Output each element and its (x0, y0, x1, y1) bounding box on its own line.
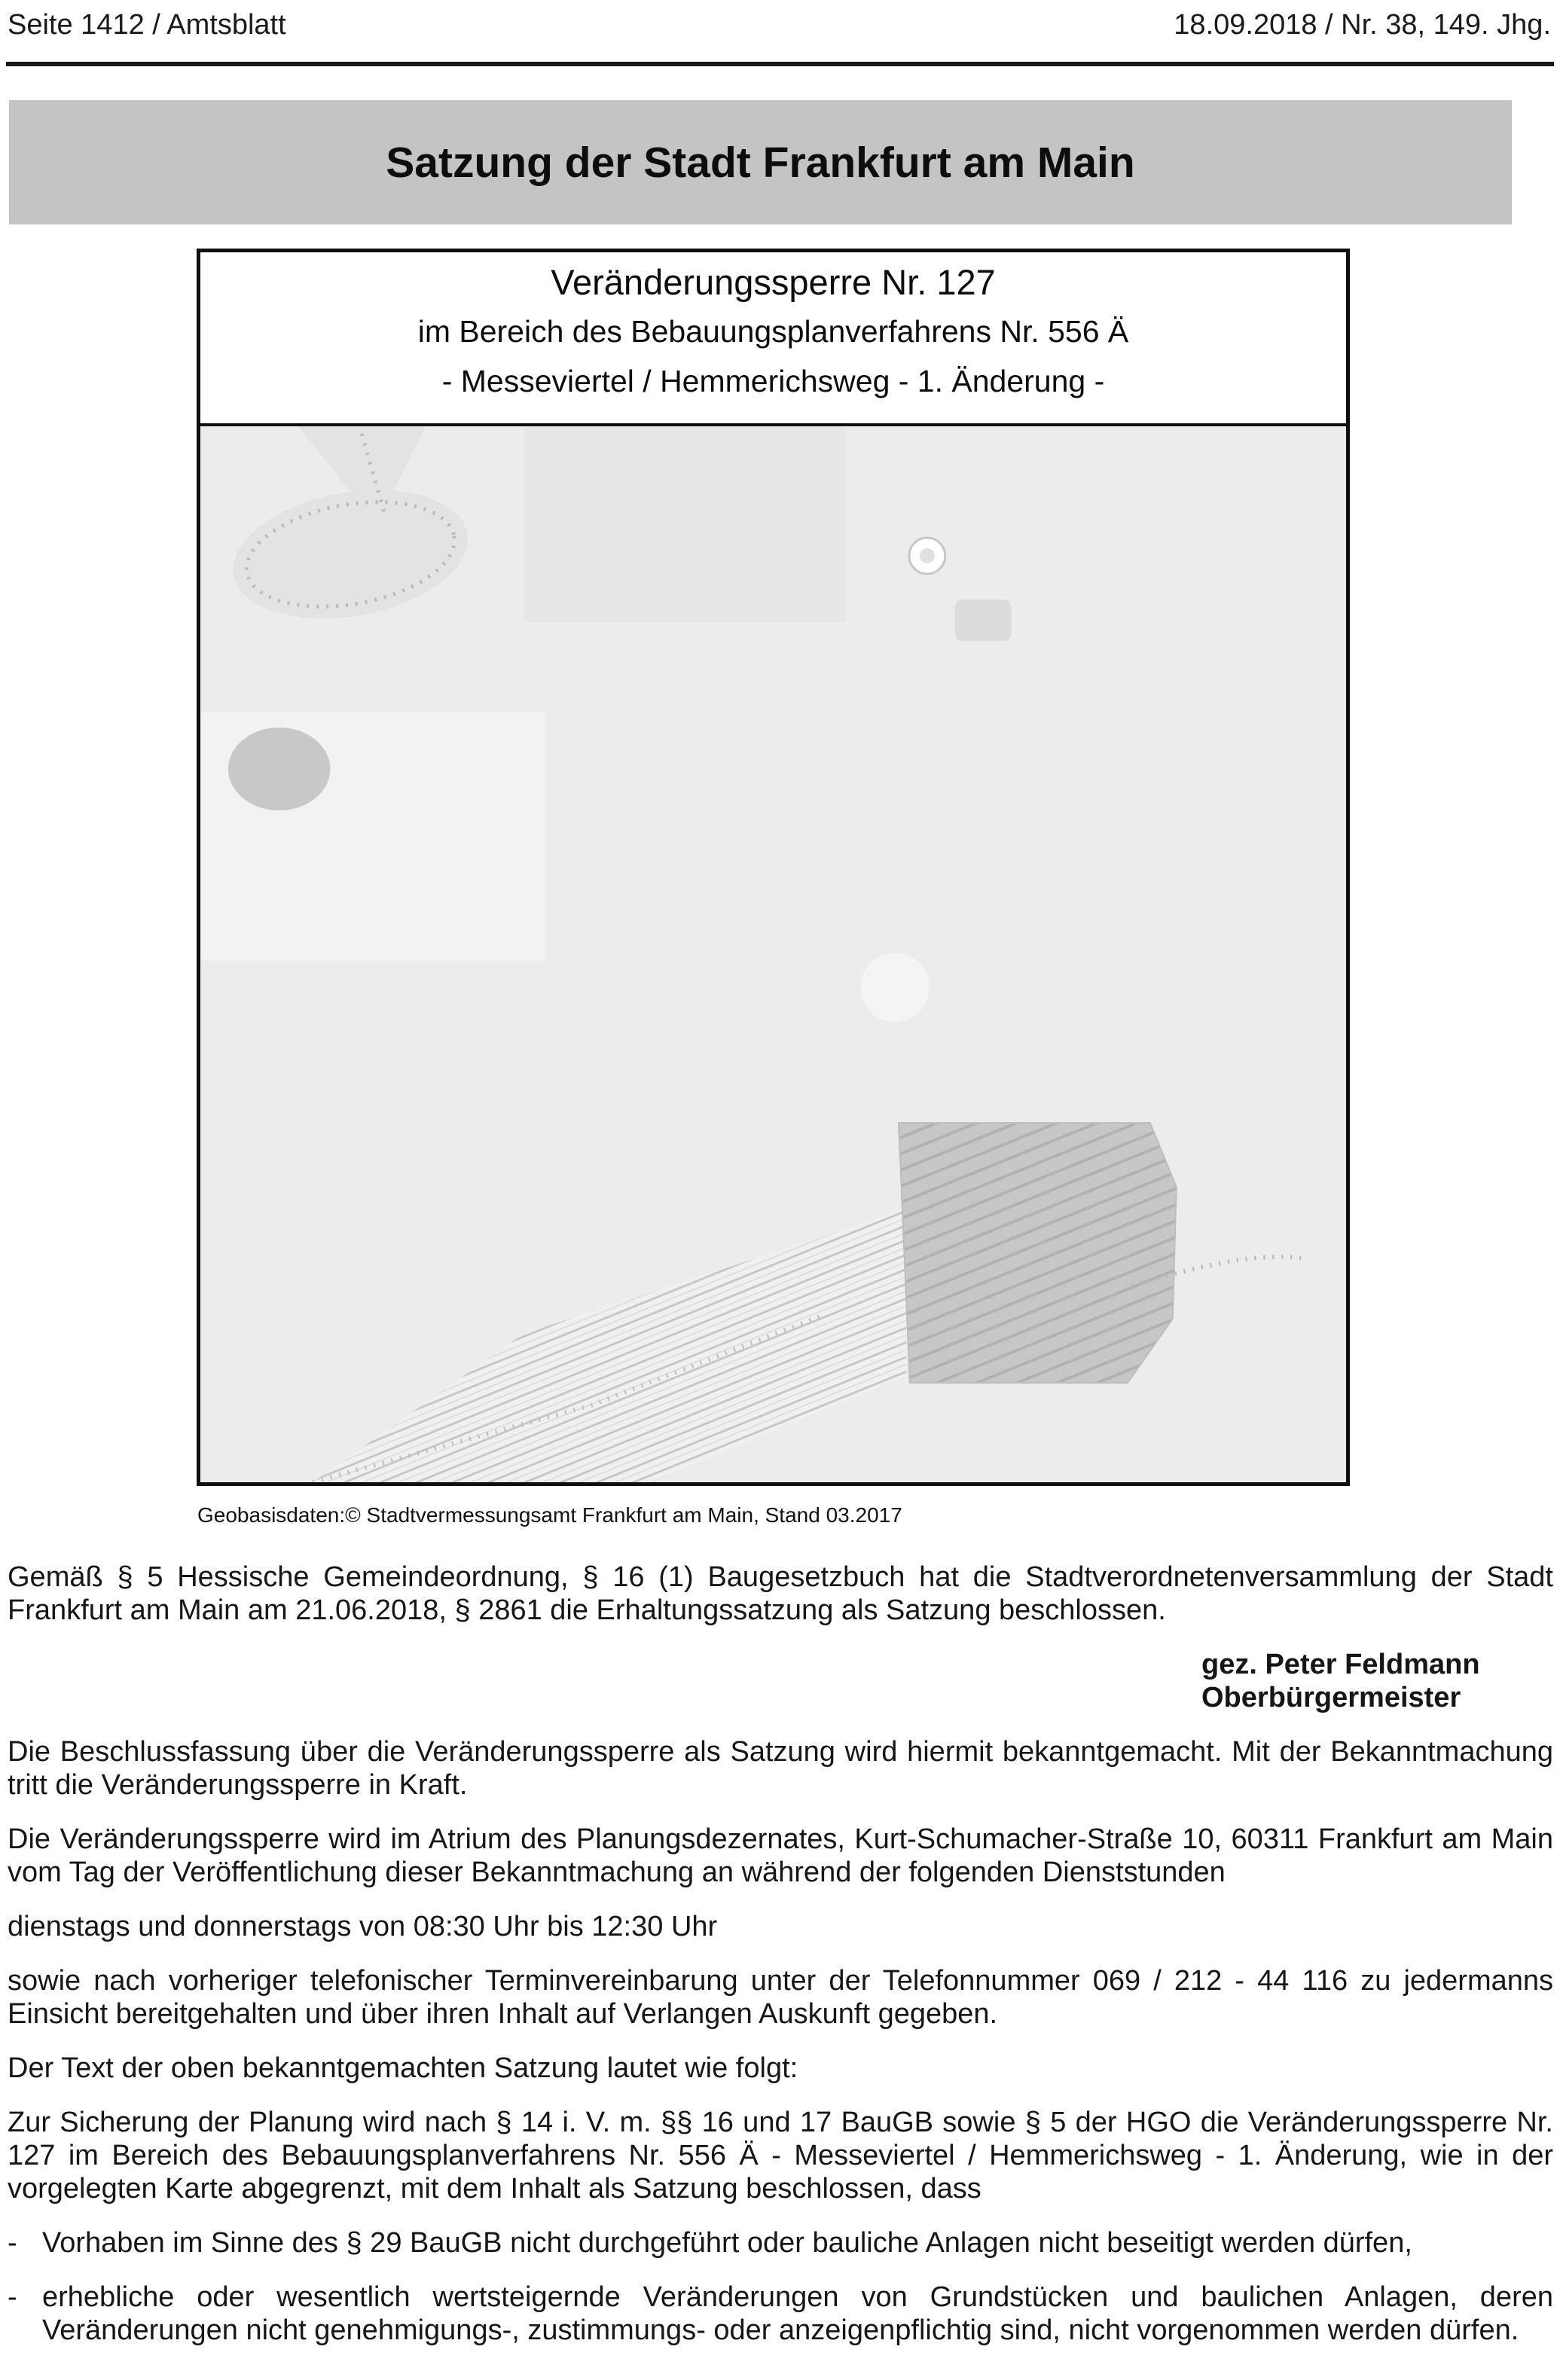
notice-title-line2: im Bereich des Bebauungsplanverfahrens Nr. 556 Ä (417, 314, 1129, 349)
bullet-item-1 (8, 2226, 1553, 2259)
bullet-item-2 (8, 2281, 1553, 2347)
paragraph-atrium: Die Veränderungssperre wird im Atrium des Planungsdezernates, Kurt-Schumacher-Straße 10, 60311 Frankfurt am Main vom Tag der Veröffentlichung dieser Bekanntmachung an während der folgenden Dienststunden (8, 1823, 1553, 1888)
buildings-layer (228, 728, 331, 810)
signature-name: gez. Peter Feldmann (1201, 1649, 1480, 1680)
hauptbahnhof-building (899, 1123, 1177, 1383)
header-divider (6, 62, 1554, 66)
city-map (200, 426, 1346, 1482)
page-header-right: 18.09.2018 / Nr. 38, 149. Jhg. (1174, 9, 1551, 41)
map-caption: Geobasisdaten:© Stadtvermessungsamt Frankfurt am Main, Stand 03.2017 (197, 1503, 902, 1527)
paragraph-dienststunden: dienstags und donnerstags von 08:30 Uhr bis 12:30 Uhr (8, 1911, 718, 1942)
notice-title-line1: Veränderungssperre Nr. 127 (551, 262, 996, 302)
notice-box (197, 249, 1350, 1486)
signature-title: Oberbürgermeister (1201, 1682, 1461, 1713)
paragraph-beschlussfassung: Die Beschlussfassung über die Veränderungssperre als Satzung wird hiermit bekanntgemacht. Mit der Bekanntmachung tritt die Veränderungssperre in Kraft. (8, 1736, 1553, 1801)
bullet-text-2: erhebliche oder wesentlich wertsteigernde Veränderungen von Grundstücken und baulichen Anlagen, deren Veränderungen nicht genehmigungs-, zustimmungs- oder anzeigenpflichtig sind, nicht vorgenommen werden dürfen. (42, 2281, 1553, 2346)
banner-title: Satzung der Stadt Frankfurt am Main (386, 138, 1135, 187)
page-header-left: Seite 1412 / Amtsblatt (8, 9, 286, 41)
signature-block (1201, 1648, 1553, 1714)
bullet-marker: - (8, 2227, 17, 2259)
notice-title-line3: - Messeviertel / Hemmerichsweg - 1. Änderung - (441, 364, 1105, 398)
bullet-marker: - (8, 2281, 17, 2313)
paragraph-gemaess: Gemäß § 5 Hessische Gemeindeordnung, § 16 (1) Baugesetzbuch hat die Stadtverordnetenversammlung der Stadt Frankfurt am Main am 21.06.2018, § 2861 die Erhaltungssatzung als Satzung beschlossen. (8, 1561, 1553, 1626)
bullet-text-1: Vorhaben im Sinne des § 29 BauGB nicht durchgeführt oder bauliche Anlagen nicht beseitigt werden dürfen, (42, 2227, 1412, 2259)
paragraph-zur-sicherung: Zur Sicherung der Planung wird nach § 14 i. V. m. §§ 16 und 17 BauGB sowie § 5 der HGO die Veränderungssperre Nr. 127 im Bereich des Bebauungsplanverfahrens Nr. 556 Ä - Messeviertel / Hemmerichsweg - 1. Änderung, wie in der vorgelegten Karte abgegrenzt, mit dem Inhalt als Satzung beschlossen, dass (8, 2107, 1553, 2205)
satzung-banner (9, 100, 1512, 224)
paragraph-terminvereinbarung: sowie nach vorheriger telefonischer Terminvereinbarung unter der Telefonnummer 069 / 212 - 44 116 zu jedermanns Einsicht bereitgehalten und über ihren Inhalt auf Verlangen Auskunft gegeben. (8, 1965, 1553, 2030)
body-text (8, 1561, 1553, 2368)
paragraph-satzungstext-intro: Der Text der oben bekanntgemachten Satzung lautet wie folgt: (8, 2052, 798, 2084)
